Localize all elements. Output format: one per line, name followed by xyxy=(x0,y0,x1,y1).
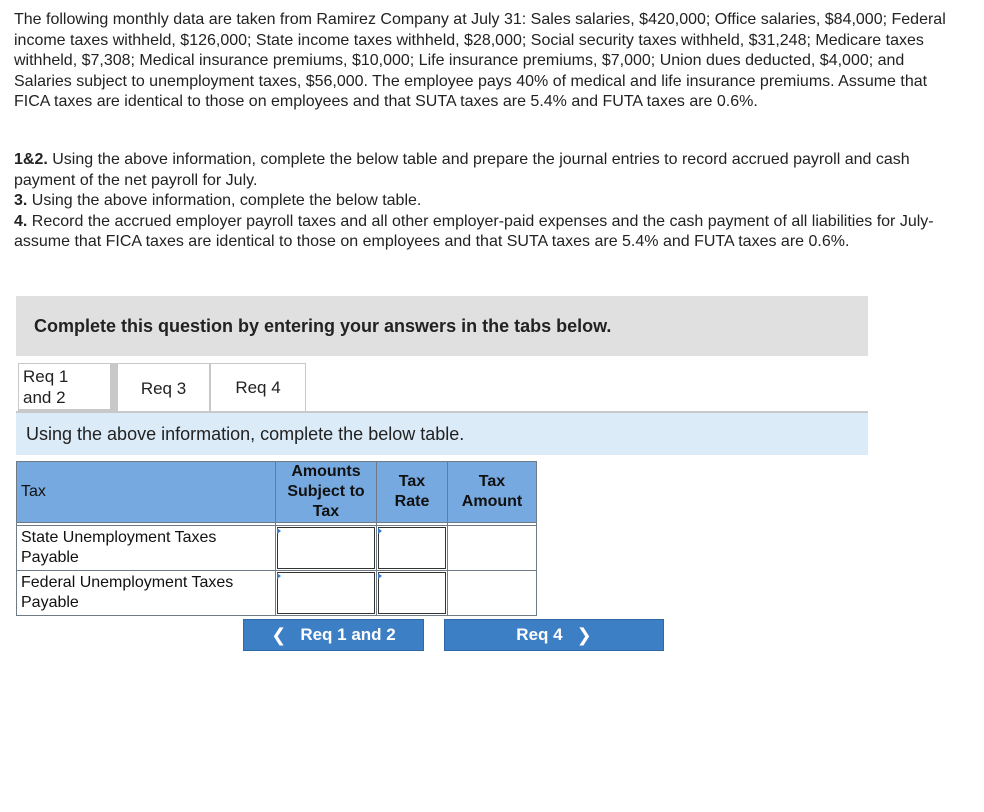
futa-tax-amount-cell xyxy=(448,571,537,616)
suta-tax-amount-cell xyxy=(448,526,537,571)
tab-req-4[interactable] xyxy=(210,363,306,413)
requirement-text: Using the above information, complete the below table and prepare the journal entries to record accrued payroll and cash payment of the net payroll for July. xyxy=(14,151,910,189)
table-row-futa xyxy=(17,571,537,616)
banner-text: Complete this question by entering your answers in the tabs below. xyxy=(34,315,612,336)
requirements-list xyxy=(14,150,964,253)
next-req-button[interactable] xyxy=(444,619,664,651)
requirement-number: 1&2. xyxy=(14,151,48,168)
header-amounts-subject-to-tax: Amounts Subject to Tax xyxy=(276,462,377,523)
futa-amount-subject-input[interactable] xyxy=(276,571,377,616)
prev-req-label: Req 1 and 2 xyxy=(300,625,396,644)
row-label: State Unemployment Taxes Payable xyxy=(17,526,276,571)
suta-tax-rate-input[interactable] xyxy=(377,526,448,571)
requirement-tabs xyxy=(18,363,306,413)
requirement-number: 4. xyxy=(14,212,28,230)
row-label: Federal Unemployment Taxes Payable xyxy=(17,571,276,616)
header-tax-amount: Tax Amount xyxy=(448,462,537,523)
instructions-banner xyxy=(16,296,868,356)
header-tax-rate: Tax Rate xyxy=(377,462,448,523)
suta-amount-subject-input[interactable] xyxy=(276,526,377,571)
requirement-4 xyxy=(14,212,964,253)
tab-instruction-bar xyxy=(16,413,868,455)
requirement-number: 3. xyxy=(14,192,28,209)
next-req-label: Req 4 xyxy=(516,625,563,644)
requirement-1-2 xyxy=(14,150,964,191)
prev-req-button[interactable] xyxy=(243,619,424,651)
chevron-right-icon: ❯ xyxy=(576,624,592,645)
tab-req-3[interactable] xyxy=(114,363,210,413)
table-row-suta xyxy=(17,526,537,571)
unemployment-tax-table xyxy=(16,461,537,616)
tab-label: Req 4 xyxy=(235,378,281,397)
tab-req-1-and-2[interactable] xyxy=(18,363,114,413)
header-tax: Tax xyxy=(17,462,276,523)
tab-label-line1: Req 1 xyxy=(23,366,69,386)
tab-instruction-text: Using the above information, complete the below table. xyxy=(26,423,465,444)
tab-label: Req 3 xyxy=(140,378,187,398)
chevron-left-icon: ❮ xyxy=(271,624,287,645)
problem-statement: The following monthly data are taken from Ramirez Company at July 31: Sales salaries, $420,000; Office salaries, $84,000; Federal income taxes withheld, $126,000; State income taxes withheld, $28,000; Social security taxes withheld, $31,248; Medicare taxes withheld, $7,308; Medical insurance premiums, $10,000; Life insurance premiums, $7,000; Union dues deducted, $4,000; and Salaries subject to unemployment taxes, $56,000. The employee pays 40% of medical and life insurance premiums. Assume that FICA taxes are identical to those on employees and that SUTA taxes are 5.4% and FUTA taxes are 0.6%. xyxy=(14,11,946,110)
requirement-text: Record the accrued employer payroll taxes and all other employer-paid expenses and the cash payment of all liabilities for July-assume that FICA taxes are identical to those on employees and that SUTA taxes are 5.4% and FUTA taxes are 0.6%. xyxy=(14,212,934,250)
requirement-text: Using the above information, complete the below table. xyxy=(27,192,422,209)
table-header-row xyxy=(17,462,537,523)
tab-label-line2: and 2 xyxy=(23,387,66,407)
requirement-3 xyxy=(14,191,964,212)
futa-tax-rate-input[interactable] xyxy=(377,571,448,616)
